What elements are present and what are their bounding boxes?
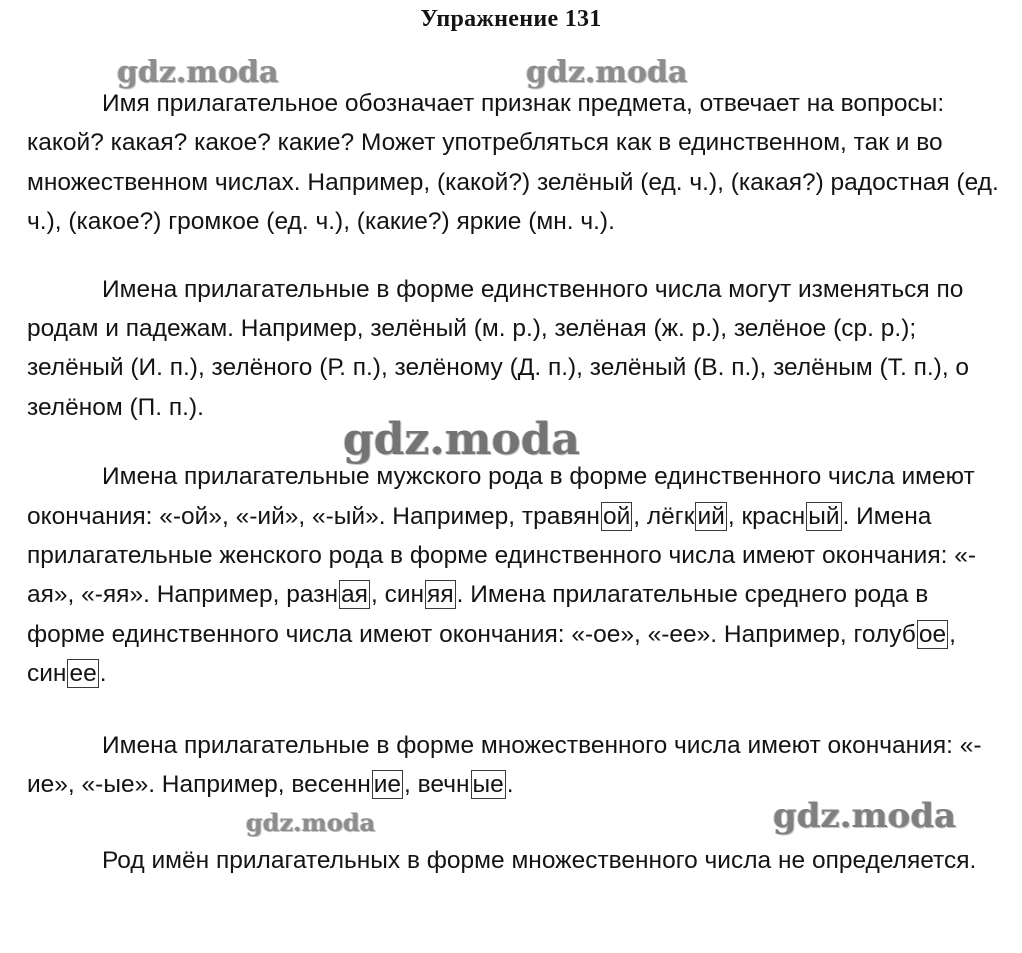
ending-box: ие [373,771,402,799]
text-fragment: , син [27,620,956,688]
watermark: gdz.moda [526,55,688,90]
watermark: gdz.moda [246,808,376,837]
ending-box: ые [472,771,504,799]
text-fragment: , лёгк [633,502,695,530]
paragraph-plural-endings [27,726,1002,805]
text-fragment: , красн [727,502,806,530]
watermark: gdz.moda [773,796,957,836]
watermark: gdz.moda [343,414,581,465]
text-fragment: . [506,771,514,799]
text-fragment: . Имена прилагательные женского рода в форме единственного числа имеют окончания: «-ая», «-яя». Например, разн [27,502,977,609]
ending-box: ее [69,660,97,688]
ending-box: ой [602,502,631,530]
paragraph-plural-gender: Род имён прилагательных в форме множественного числа не определяется. [102,846,977,874]
ending-box: ая [341,581,368,609]
ending-box: яя [427,581,454,609]
text-fragment: . Имена прилагательные среднего рода в форме единственного числа имеют окончания: «-ое», «-ее». Например, голуб [27,581,929,648]
text-fragment: Имена прилагательные в форме множественного числа имеют окончания: «-ие», «-ые». Например, весенн [27,731,982,799]
ending-box: ый [808,502,840,530]
exercise-text [27,84,1002,880]
paragraph-singular-endings [27,457,1002,693]
text-fragment: , син [370,581,425,609]
paragraph-gender-case: Имена прилагательные в форме единственного числа могут изменяться по родам и падежам. Например, зелёный (м. р.), зелёная (ж. р.), зелёное (ср. р.); зелёный (И. п.), зелёного (Р. п.), зелёному (Д. п.), зелёный (В. п.), зелёным (Т. п.), о зелёном (П. п.). [27,275,970,421]
text-fragment: Имена прилагательные мужского рода в форме единственного числа имеют окончания: «-ой», «-ий», «-ый». Например, травян [27,463,975,530]
text-fragment: . [99,660,107,688]
paragraph-definition: Имя прилагательное обозначает признак предмета, отвечает на вопросы: какой? какая? какое? какие? Может употребляться как в единственном, так и во множественном числах. Например, (какой?) зелёный (ед. ч.), (какая?) радостная (ед. ч.), (какое?) громкое (ед. ч.), (какие?) яркие (мн. ч.). [27,90,999,236]
exercise-title: Упражнение 131 [420,6,602,32]
ending-box: ое [918,620,947,648]
ending-box: ий [697,502,725,530]
text-fragment: , вечн [404,771,470,799]
watermark: gdz.moda [117,55,279,90]
